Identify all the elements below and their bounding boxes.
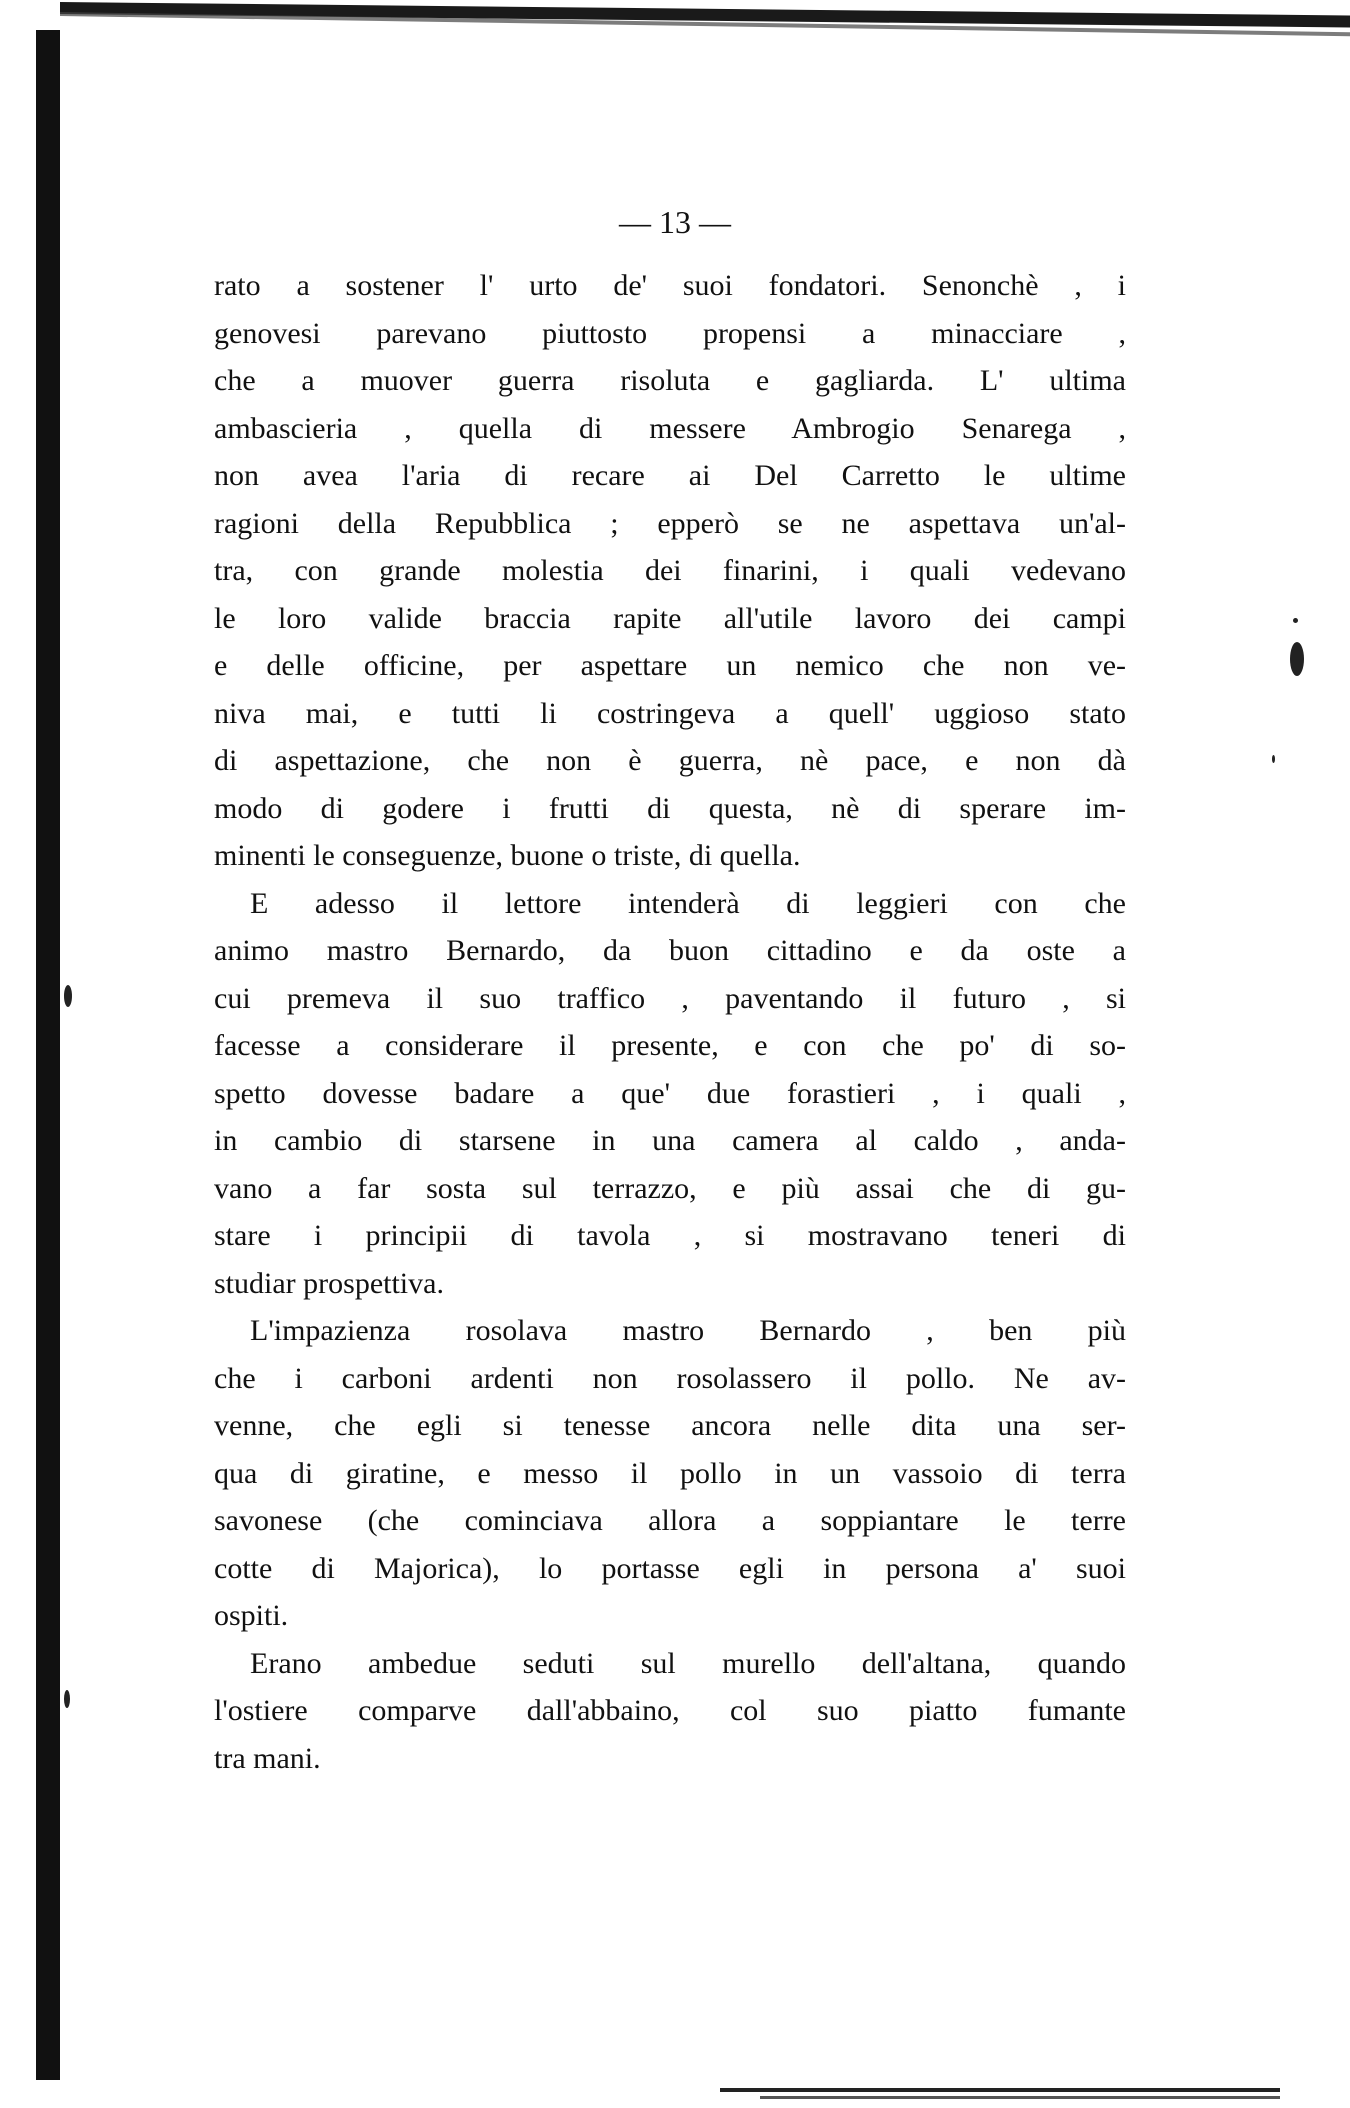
text-line: che i carboni ardenti non rosolassero il pollo. Ne av- [214,1361,1126,1395]
text-line: minenti le conseguenze, buone o triste, di quella. [214,839,801,872]
paragraph [214,1640,1126,1783]
text-line: ragioni della Repubblica ; epperò se ne aspettava un'al- [214,506,1126,540]
text-line: e delle officine, per aspettare un nemico che non ve- [214,649,1126,682]
text-line: savonese (che cominciava allora a soppiantare le terre [214,1504,1126,1537]
text-line: spetto dovesse badare a que' due forastieri , i quali , [214,1076,1126,1110]
text-line: niva mai, e tutti li costringeva a quell' uggioso stato [214,696,1126,730]
scan-binding-edge [36,30,60,2080]
text-line: qua di giratine, e messo il pollo in un vassoio di terra [214,1456,1126,1490]
text-line: ambascieria , quella di messere Ambrogio Senarega , [214,411,1126,445]
paragraph [214,880,1126,1308]
text-line: facesse a considerare il presente, e con che po' di so- [214,1029,1126,1062]
text-line: animo mastro Bernardo, da buon cittadino e da oste a [214,934,1126,967]
text-line: genovesi parevano piuttosto propensi a minacciare , [214,316,1126,350]
text-line: di aspettazione, che non è guerra, nè pace, e non dà [214,744,1126,777]
ink-blot [1290,642,1304,676]
text-line: tra mani. [214,1741,321,1775]
text-line: stare i principii di tavola , si mostravano teneri di [214,1219,1126,1252]
paragraph [214,262,1126,880]
scan-bottom-edge [720,2088,1280,2092]
text-line: tra, con grande molestia dei finarini, i quali vedevano [214,554,1126,587]
text-line: L'impazienza rosolava mastro Bernardo , ben più [250,1314,1126,1347]
text-line: modo di godere i frutti di questa, nè di sperare im- [214,791,1126,825]
text-line: ospiti. [214,1599,289,1632]
text-line: in cambio di starsene in una camera al caldo , anda- [214,1124,1126,1157]
body-text [214,262,1126,1782]
text-line: vano a far sosta sul terrazzo, e più assai che di gu- [214,1171,1126,1205]
ink-speck [1293,618,1298,623]
ink-speck [1272,755,1275,763]
text-line: venne, che egli si tenesse ancora nelle dita una ser- [214,1409,1126,1442]
text-line: studiar prospettiva. [214,1266,444,1300]
text-line: che a muover guerra risoluta e gagliarda. L' ultima [214,364,1126,397]
text-line: cotte di Majorica), lo portasse egli in persona a' suoi [214,1551,1126,1585]
ink-speck [64,985,72,1007]
ink-speck [64,1690,70,1708]
paragraph [214,1307,1126,1640]
text-line: le loro valide braccia rapite all'utile lavoro dei campi [214,601,1126,635]
text-line: Erano ambedue seduti sul murello dell'altana, quando [250,1646,1126,1680]
text-line: E adesso il lettore intenderà di leggieri con che [250,886,1126,920]
text-line: cui premeva il suo traffico , paventando il futuro , si [214,981,1126,1015]
text-line: non avea l'aria di recare ai Del Carretto le ultime [214,459,1126,492]
scan-bottom-edge-shadow [760,2096,1280,2099]
text-line: rato a sostener l' urto de' suoi fondatori. Senonchè , i [214,269,1126,302]
text-line: l'ostiere comparve dall'abbaino, col suo piatto fumante [214,1694,1126,1727]
page-number: — 13 — [619,204,731,240]
